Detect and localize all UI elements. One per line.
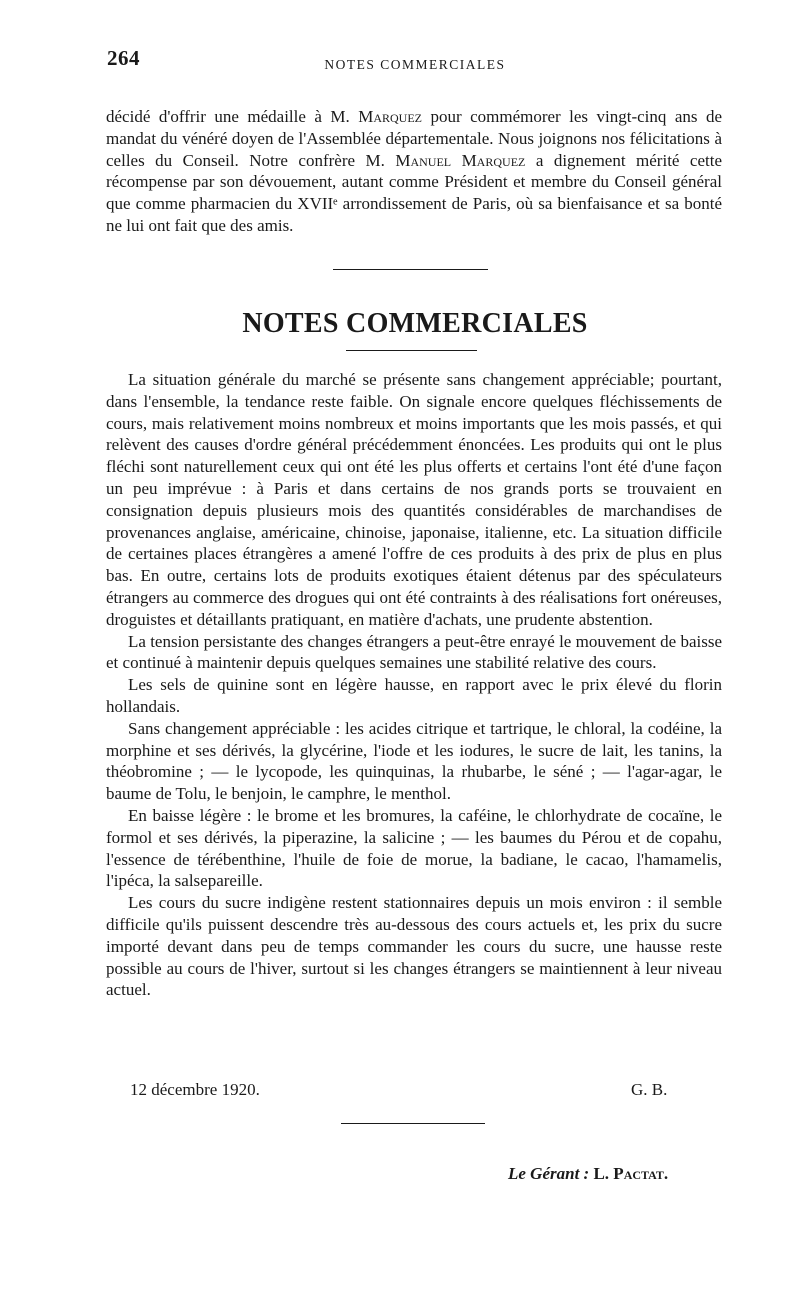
divider-rule [333,269,488,270]
title-underline [346,350,477,351]
article-date: 12 décembre 1920. [130,1080,260,1099]
intro-paragraph [106,106,722,237]
article-body [106,369,722,1001]
body-paragraph: Les cours du sucre indigène restent stationnaires depuis un mois environ : il semble difficile qu'ils puissent descendre très au-dessous des cours actuels et, les prix du sucre importé devant dans peu de temps commander les cours du sucre, une hausse reste possible au cours de l'hiver, surtout si les changes étrangers se maintiennent à leur niveau actuel. [106,893,722,1000]
running-head: NOTES COMMERCIALES [324,57,506,72]
manager-label: Le Gérant : [508,1164,590,1183]
body-paragraph: Les sels de quinine sont en légère hausse, en rapport avec le prix élevé du florin hollandais. [106,675,722,716]
intro-name-manuel-marquez: M. Manuel Marquez [365,150,526,170]
section-title: NOTES COMMERCIALES [242,308,588,339]
intro-text-2: pour commémorer les vingt-cinq ans de mandat du vénéré doyen de l'Assemblée départementale. Nous joignons nos félicitations à celles du Conseil. Notre confrère [106,107,722,170]
body-paragraph: La tension persistante des changes étrangers a peut-être enrayé le mouvement de baisse et continué à maintenir depuis quelques semaines une stabilité relative des cours. [106,631,722,673]
body-paragraph: La situation générale du marché se présente sans changement appréciable; pourtant, dans l'ensemble, la tendance reste faible. On signale encore quelques fléchissements de cours, mais relativement moins nombreux et moins importants que les mois passés, et qui relèvent des causes d'ordre général précédemment énoncées. Les produits qui ont le plus fléchi sont naturellement ceux qui ont été les plus offerts et certains l'ont été d'une façon un peu imprévue : à Paris et dans certains de nos grands ports se trouvaient en consignation depuis plusieurs mois des quantités considérables de marchandises de provenances anglaise, américaine, chinoise, japonaise, italienne, etc. La situation difficile de certaines places étrangères a amené l'offre de ces produits à des prix de plus en plus bas. En outre, certains lots de produits exotiques étaient détenus par des spéculateurs étrangers au commerce des drogues qui ont été contraints à des réalisations fort onéreuses, droguistes et détaillants pratiquant, en matière d'achats, une prudente abstention. [106,370,722,629]
author-initials: G. B. [631,1080,668,1099]
intro-text-1: décidé d'offrir une médaille à M. [106,107,359,126]
body-paragraph: Sans changement appréciable : les acides citrique et tartrique, le chloral, la codéine, la morphine et ses dérivés, la glycérine, l'iode et les iodures, le sucre de lait, les tanins, la théobromine ; — le lycopode, les quinquinas, la rhubarbe, le séné ; — l'agar-agar, le baume de Tolu, le benjoin, le camphre, le menthol. [106,718,722,804]
intro-text-3: a dignement mérité cette récompense par son dévouement, autant comme Président et membre du Conseil général que comme pharmacien du XVIIᵉ arrondissement de Paris, où sa bienfaisance et sa bonté ne lui ont fait que des amis. [106,150,722,235]
manager-signature [508,1164,668,1184]
intro-name-marquez: Marquez [358,107,422,126]
page-number: 264 [107,46,140,70]
body-paragraph: En baisse légère : le brome et les bromures, la caféine, le chlorhydrate de cocaïne, le formol et ses dérivés, la piperazine, la salicine ; — les baumes du Pérou et de copahu, l'essence de térébenthine, l'huile de foie de morue, la badiane, le cacao, l'hamamelis, l'ipéca, la salsepareille. [106,805,722,891]
manager-name: L. Pactat. [593,1164,669,1183]
end-rule [341,1123,485,1124]
